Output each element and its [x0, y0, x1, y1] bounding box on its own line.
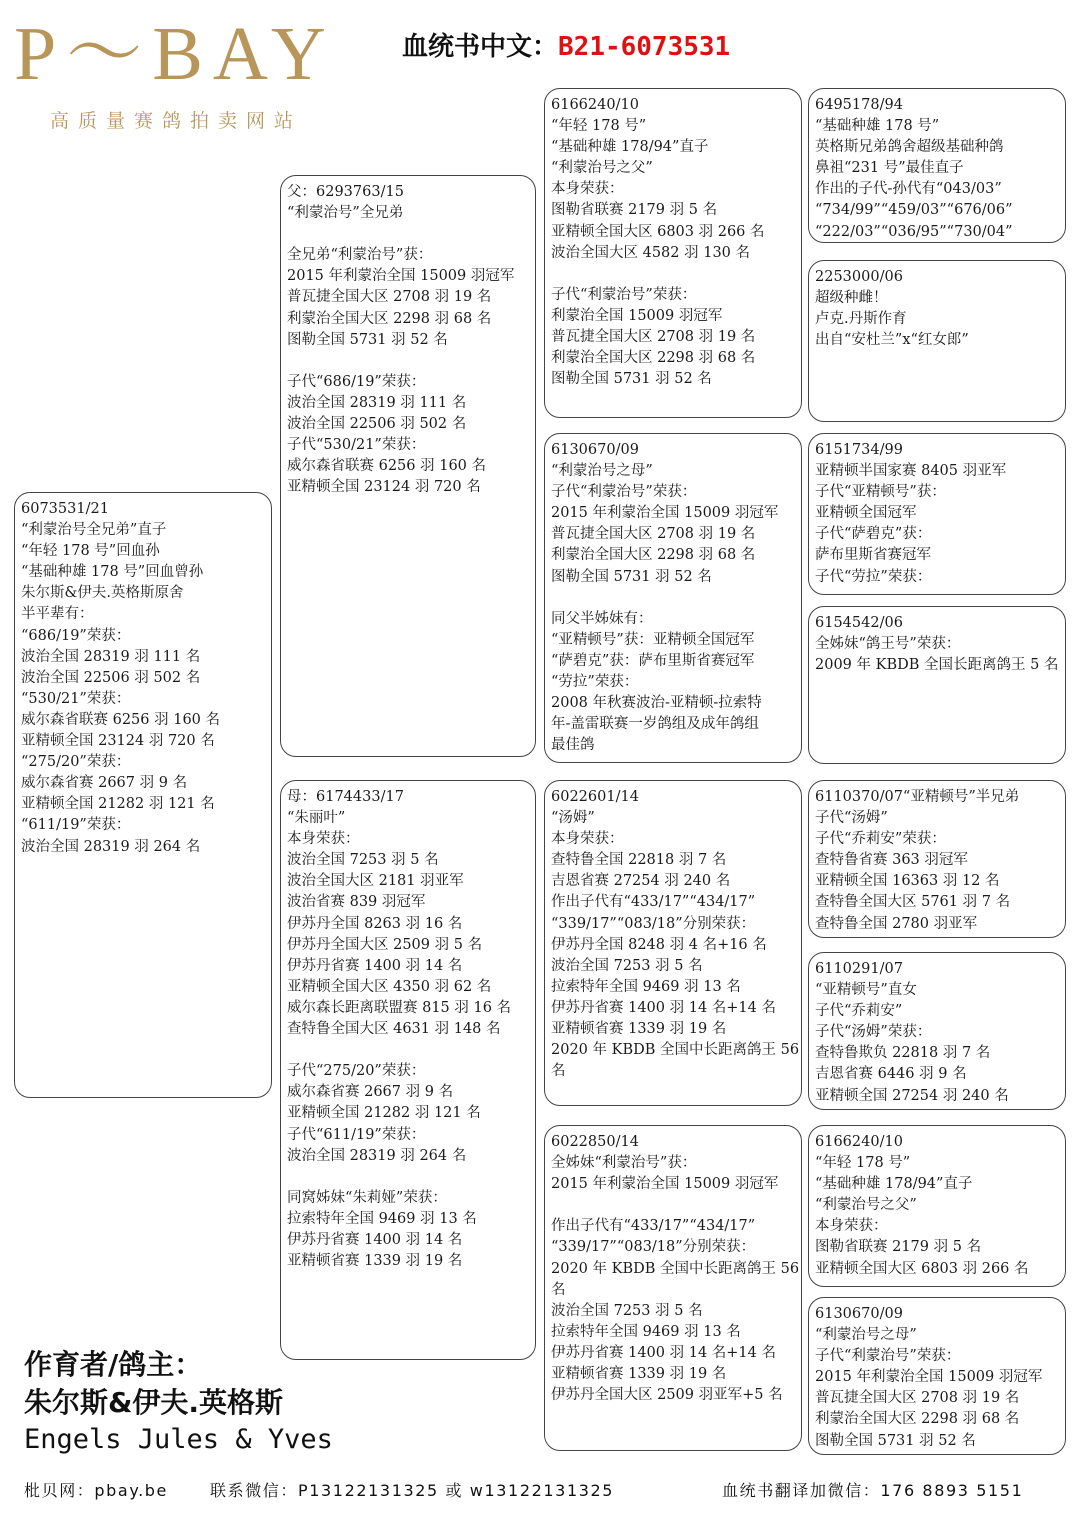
pedigree-line: 伊苏丹全国 8248 羽 4 名+16 名: [551, 936, 767, 953]
pedigree-line: 亚精顿全国冠军: [815, 505, 917, 522]
pedigree-line: 出自“安杜兰”x“红女郎”: [815, 332, 969, 349]
pedigree-line: 2020 年 KBDB 全国中长距离鸽王 56: [551, 1042, 800, 1059]
pedigree-line: 鼻祖“231 号”最佳直子: [815, 160, 964, 177]
pedigree-line: 母：6174433/17: [287, 789, 404, 805]
pedigree-line: 2008 年秋赛波治-亚精顿-拉索特: [551, 695, 762, 712]
pedigree-box-ggd-6130670-b: [808, 1297, 1066, 1455]
pedigree-line: 同父半姊妹有：: [551, 610, 653, 627]
pedigree-line: “年轻 178 号”回血孙: [21, 543, 160, 560]
logo-subtitle: 高质量赛鸽拍卖网站: [50, 110, 303, 132]
pedigree-box-gd-6130670-a: [544, 433, 802, 763]
pedigree-line: 波治全国 28319 羽 111 名: [287, 394, 467, 411]
pedigree-box-ggd-6110291: [808, 952, 1066, 1110]
pedigree-line: 利蒙治全国大区 2298 羽 68 名: [551, 350, 756, 367]
pedigree-line: 普瓦捷全国大区 2708 羽 19 名: [551, 329, 756, 346]
pedigree-line: 查特鲁全国大区 5761 羽 7 名: [815, 894, 1011, 911]
pedigree-line: “萨碧克”获：萨布里斯省赛冠军: [551, 652, 755, 669]
pedigree-line: 子代“利蒙治号”荣获：: [551, 484, 697, 501]
pedigree-line: 6130670/09: [815, 1306, 903, 1322]
pedigree-line: 6495178/94: [815, 97, 903, 113]
pedigree-line: 图勒省联赛 2179 羽 5 名: [815, 1239, 982, 1256]
pedigree-line: 威尔森省赛 2667 羽 9 名: [287, 1084, 454, 1101]
pedigree-box-sire-6293763: [280, 175, 536, 757]
pedigree-line: 6110370/07“亚精顿号”半兄弟: [815, 789, 1020, 805]
pedigree-line: 子代“乔莉安”: [815, 1003, 903, 1020]
pedigree-line: 利蒙治全国大区 2298 羽 68 名: [551, 547, 756, 564]
pedigree-box-gs-6022601: [544, 780, 802, 1106]
pedigree-line: 图勒全国 5731 羽 52 名: [551, 371, 712, 388]
breeder-name-cn: 朱尔斯&伊夫.英格斯: [24, 1386, 284, 1419]
pedigree-line: 名: [551, 1063, 566, 1080]
pedigree-line: 普瓦捷全国大区 2708 羽 19 名: [815, 1390, 1020, 1407]
pedigree-line: 亚精顿全国 23124 羽 720 名: [287, 479, 481, 496]
pedigree-line: 查特鲁全国 22818 羽 7 名: [551, 852, 727, 869]
pedigree-line: 波治全国 7253 羽 5 名: [287, 852, 439, 869]
pedigree-line: 波治全国 28319 羽 264 名: [287, 1147, 467, 1164]
pedigree-line: 6130670/09: [551, 442, 639, 458]
pedigree-line: 作出子代有“433/17”“434/17”: [551, 894, 756, 911]
pedigree-line: “基础种雄 178/94”直子: [551, 139, 709, 156]
pedigree-line: “亚精顿号”获：亚精顿全国冠军: [551, 631, 755, 648]
pedigree-line: 普瓦捷全国大区 2708 羽 19 名: [551, 526, 756, 543]
pedigree-line: 子代“劳拉”荣获：: [815, 568, 932, 585]
pedigree-line: 全姊妹“鸽王号”荣获：: [815, 636, 961, 653]
breeder-name-en: Engels Jules & Yves: [24, 1424, 333, 1455]
pedigree-line: 亚精顿全国 23124 羽 720 名: [21, 733, 215, 750]
pedigree-line: 子代“汤姆”: [815, 810, 888, 827]
pedigree-line: “年轻 178 号”: [815, 1155, 911, 1172]
pedigree-line: 2015 年利蒙治全国 15009 羽冠军: [815, 1369, 1043, 1386]
pedigree-line: 朱尔斯&伊夫.英格斯原舍: [21, 585, 184, 602]
pedigree-line: 名: [551, 1281, 566, 1298]
pedigree-box-dam-6174433: [280, 780, 536, 1360]
pedigree-line: 作出的子代-孙代有“043/03”: [815, 181, 1002, 198]
pedigree-line: [551, 588, 793, 609]
pedigree-box-ggs-6151734: [808, 433, 1066, 595]
pedigree-line: 卢克.丹斯作育: [815, 311, 907, 328]
pedigree-line: 查特鲁全国 2780 羽亚军: [815, 915, 978, 932]
pedigree-box-ggd-2253000: [808, 260, 1066, 422]
pedigree-line: “利蒙治号”全兄弟: [287, 205, 404, 222]
pedigree-box-ggd-6154542: [808, 606, 1066, 764]
pedigree-line: 伊苏丹省赛 1400 羽 14 名: [287, 957, 463, 974]
pedigree-line: “734/99”“459/03”“676/06”: [815, 202, 1013, 219]
footer-site: 枇贝网：pbay.be: [24, 1481, 168, 1500]
pedigree-line: 萨布里斯省赛冠军: [815, 547, 931, 564]
pedigree-line: “利蒙治号全兄弟”直子: [21, 522, 167, 539]
pedigree-box-bird-6073531: [14, 492, 272, 1098]
pedigree-line: 波治省赛 839 羽冠军: [287, 894, 426, 911]
pedigree-line: 英格斯兄弟鸽舍超级基础种鸽: [815, 139, 1004, 156]
pedigree-line: 本身荣获：: [287, 831, 360, 848]
footer-contact: 联系微信：P13122131325 或 w13122131325: [210, 1481, 615, 1500]
pedigree-line: 亚精顿全国 16363 羽 12 名: [815, 873, 1000, 890]
pedigree-line: 拉索特年全国 9469 羽 13 名: [551, 1323, 741, 1340]
pedigree-line: 查特鲁全国大区 4631 羽 148 名: [287, 1021, 501, 1038]
pedigree-line: 威尔森省赛 2667 羽 9 名: [21, 775, 188, 792]
pedigree-line: 作出子代有“433/17”“434/17”: [551, 1218, 756, 1235]
pedigree-line: 子代“萨碧克”获：: [815, 526, 932, 543]
pedigree-line: “339/17”“083/18”分别荣获：: [551, 1239, 756, 1256]
pedigree-line: 6073531/21: [21, 501, 109, 517]
pedigree-line: 6022601/14: [551, 789, 639, 805]
pedigree-line: “基础种雄 178 号”回血曾孙: [21, 564, 204, 581]
pedigree-line: 子代“611/19”荣获：: [287, 1126, 426, 1143]
pedigree-line: “530/21”荣获：: [21, 690, 131, 707]
ring-number: B21-6073531: [558, 32, 731, 62]
pedigree-line: 超级种雌！: [815, 290, 888, 307]
pedigree-line: 6154542/06: [815, 615, 903, 631]
pedigree-line: “339/17”“083/18”分别荣获：: [551, 915, 756, 932]
pedigree-line: “亚精顿号”直女: [815, 982, 917, 999]
pedigree-box-gd-6022850: [544, 1125, 802, 1451]
pedigree-line: “686/19”荣获：: [21, 627, 131, 644]
pedigree-line: 吉恩省赛 27254 羽 240 名: [551, 873, 731, 890]
breeder-block: [24, 1346, 333, 1458]
pedigree-line: 本身荣获：: [551, 181, 624, 198]
pedigree-line: 查特鲁欺负 22818 羽 7 名: [815, 1045, 991, 1062]
pedigree-line: 威尔森长距离联盟赛 815 羽 16 名: [287, 999, 512, 1016]
pedigree-line: 子代“乔莉安”荣获：: [815, 831, 946, 848]
pedigree-line: “汤姆”: [551, 810, 595, 827]
pedigree-line: “利蒙治号之母”: [551, 463, 653, 480]
pedigree-line: 亚精顿全国大区 6803 羽 266 名: [815, 1260, 1029, 1277]
pedigree-line: 2020 年 KBDB 全国中长距离鸽王 56: [551, 1260, 800, 1277]
pedigree-line: 利蒙治全国大区 2298 羽 68 名: [815, 1411, 1020, 1428]
pedigree-line: 年-盖雷联赛一岁鸽组及成年鸽组: [551, 716, 759, 733]
pedigree-line: 查特鲁省赛 363 羽冠军: [815, 852, 968, 869]
pedigree-line: 波治全国大区 4582 羽 130 名: [551, 244, 751, 261]
pedigree-line: 父：6293763/15: [287, 184, 404, 200]
pedigree-line: 本身荣获：: [815, 1218, 888, 1235]
pedigree-line: “611/19”荣获：: [21, 817, 131, 834]
pedigree-box-gs-6166240-a: [544, 88, 802, 418]
pedigree-line: “222/03”“036/95”“730/04”: [815, 223, 1013, 240]
pedigree-line: [551, 1195, 793, 1216]
pedigree-line: 6110291/07: [815, 961, 903, 977]
pedigree-line: 利蒙治全国 15009 羽冠军: [551, 307, 723, 324]
pedigree-line: 伊苏丹全国 8263 羽 16 名: [287, 915, 463, 932]
pedigree-line: 2015 年利蒙治全国 15009 羽冠军: [287, 268, 515, 285]
pedigree-line: 亚精顿省赛 1339 羽 19 名: [551, 1366, 727, 1383]
pedigree-line: 半平辈有：: [21, 606, 94, 623]
pedigree-line: 利蒙治全国大区 2298 羽 68 名: [287, 310, 492, 327]
pedigree-line: 波治全国 7253 羽 5 名: [551, 957, 703, 974]
pedigree-line: “基础种雄 178 号”: [815, 118, 940, 135]
pedigree-line: 图勒全国 5731 羽 52 名: [287, 331, 448, 348]
pedigree-line: 吉恩省赛 6446 羽 9 名: [815, 1066, 967, 1083]
pedigree-line: 亚精顿全国 21282 羽 121 名: [21, 796, 215, 813]
pedigree-line: 子代“275/20”荣获：: [287, 1063, 426, 1080]
pedigree-line: 最佳鸽: [551, 737, 595, 754]
pedigree-line: 子代“利蒙治号”荣获：: [551, 286, 697, 303]
pedigree-line: 全兄弟“利蒙治号”获：: [287, 247, 433, 264]
pedigree-line: 威尔森省联赛 6256 羽 160 名: [21, 711, 221, 728]
pedigree-line: “利蒙治号之母”: [815, 1327, 917, 1344]
pedigree-line: 子代“利蒙治号”荣获：: [815, 1348, 961, 1365]
pedigree-line: “275/20”荣获：: [21, 754, 131, 771]
title-label: 血统书中文：: [402, 32, 559, 62]
pedigree-line: 子代“汤姆”荣获：: [815, 1024, 932, 1041]
pedigree-line: 伊苏丹全国大区 2509 羽 5 名: [287, 936, 483, 953]
pedigree-line: 2009 年 KBDB 全国长距离鸽王 5 名: [815, 657, 1059, 674]
pedigree-line: 图勒省联赛 2179 羽 5 名: [551, 202, 718, 219]
pedigree-line: 普瓦捷全国大区 2708 羽 19 名: [287, 289, 492, 306]
pedigree-line: “利蒙治号之父”: [815, 1197, 917, 1214]
pedigree-line: [287, 1167, 527, 1188]
pedigree-line: 威尔森省联赛 6256 羽 160 名: [287, 458, 487, 475]
pedigree-line: 波治全国 7253 羽 5 名: [551, 1302, 703, 1319]
pedigree-line: 图勒全国 5731 羽 52 名: [815, 1432, 976, 1449]
pedigree-title: [402, 26, 730, 63]
pedigree-line: “劳拉”荣获：: [551, 674, 639, 691]
pedigree-line: 伊苏丹省赛 1400 羽 14 名: [287, 1231, 463, 1248]
pedigree-line: 2015 年利蒙治全国 15009 羽冠军: [551, 1176, 779, 1193]
pedigree-line: [287, 224, 527, 245]
pedigree-line: 本身荣获：: [551, 831, 624, 848]
pedigree-line: 6151734/99: [815, 442, 903, 458]
pedigree-line: 亚精顿全国大区 6803 羽 266 名: [551, 223, 765, 240]
pedigree-line: 子代“亚精顿号”获：: [815, 484, 946, 501]
pedigree-line: 波治全国 22506 羽 502 名: [21, 669, 201, 686]
pedigree-line: 子代“686/19”荣获：: [287, 373, 426, 390]
pedigree-line: “朱丽叶”: [287, 810, 346, 827]
pedigree-line: 同窝姊妹“朱莉娅”荣获：: [287, 1189, 447, 1206]
pedigree-line: 拉索特年全国 9469 羽 13 名: [551, 978, 741, 995]
pedigree-line: 子代“530/21”荣获：: [287, 437, 426, 454]
pedigree-line: 波治全国 28319 羽 111 名: [21, 648, 201, 665]
pedigree-line: [287, 351, 527, 372]
pedigree-box-ggs-6495178: [808, 88, 1066, 243]
pedigree-line: “年轻 178 号”: [551, 118, 647, 135]
pedigree-line: 2253000/06: [815, 269, 903, 285]
pedigree-line: 亚精顿全国 27254 羽 240 名: [815, 1087, 1009, 1104]
pedigree-line: 波治全国 28319 羽 264 名: [21, 838, 201, 855]
pedigree-line: 亚精顿全国 21282 羽 121 名: [287, 1105, 481, 1122]
pedigree-line: 6166240/10: [815, 1134, 903, 1150]
pedigree-line: [551, 264, 793, 285]
pedigree-line: 全姊妹“利蒙治号”获：: [551, 1155, 697, 1172]
pedigree-line: 波治全国 22506 羽 502 名: [287, 416, 467, 433]
pedigree-line: 2015 年利蒙治全国 15009 羽冠军: [551, 505, 779, 522]
pedigree-line: 伊苏丹省赛 1400 羽 14 名+14 名: [551, 999, 776, 1016]
pedigree-box-ggs-6166240-b: [808, 1125, 1066, 1287]
pedigree-box-ggs-6110370: [808, 780, 1066, 938]
pedigree-line: 6166240/10: [551, 97, 639, 113]
pedigree-line: 亚精顿省赛 1339 羽 19 名: [287, 1253, 463, 1270]
pedigree-line: [287, 1040, 527, 1061]
pedigree-line: 亚精顿半国家赛 8405 羽亚军: [815, 463, 1007, 480]
pedigree-line: 拉索特年全国 9469 羽 13 名: [287, 1210, 477, 1227]
pedigree-line: 图勒全国 5731 羽 52 名: [551, 568, 712, 585]
pedigree-line: 伊苏丹全国大区 2509 羽亚军+5 名: [551, 1387, 783, 1404]
pedigree-line: “利蒙治号之父”: [551, 160, 653, 177]
pedigree-line: 波治全国大区 2181 羽亚军: [287, 873, 464, 890]
footer-translate: 血统书翻译加微信：176 8893 5151: [722, 1481, 1024, 1500]
pedigree-line: 亚精顿全国大区 4350 羽 62 名: [287, 978, 492, 995]
pedigree-line: “基础种雄 178/94”直子: [815, 1176, 973, 1193]
pedigree-line: 亚精顿省赛 1339 羽 19 名: [551, 1021, 727, 1038]
pbay-logo: P～BAY: [14, 12, 336, 96]
pedigree-line: 伊苏丹省赛 1400 羽 14 名+14 名: [551, 1344, 776, 1361]
pedigree-line: 6022850/14: [551, 1134, 639, 1150]
breeder-label: 作育者/鸽主：: [24, 1348, 203, 1381]
